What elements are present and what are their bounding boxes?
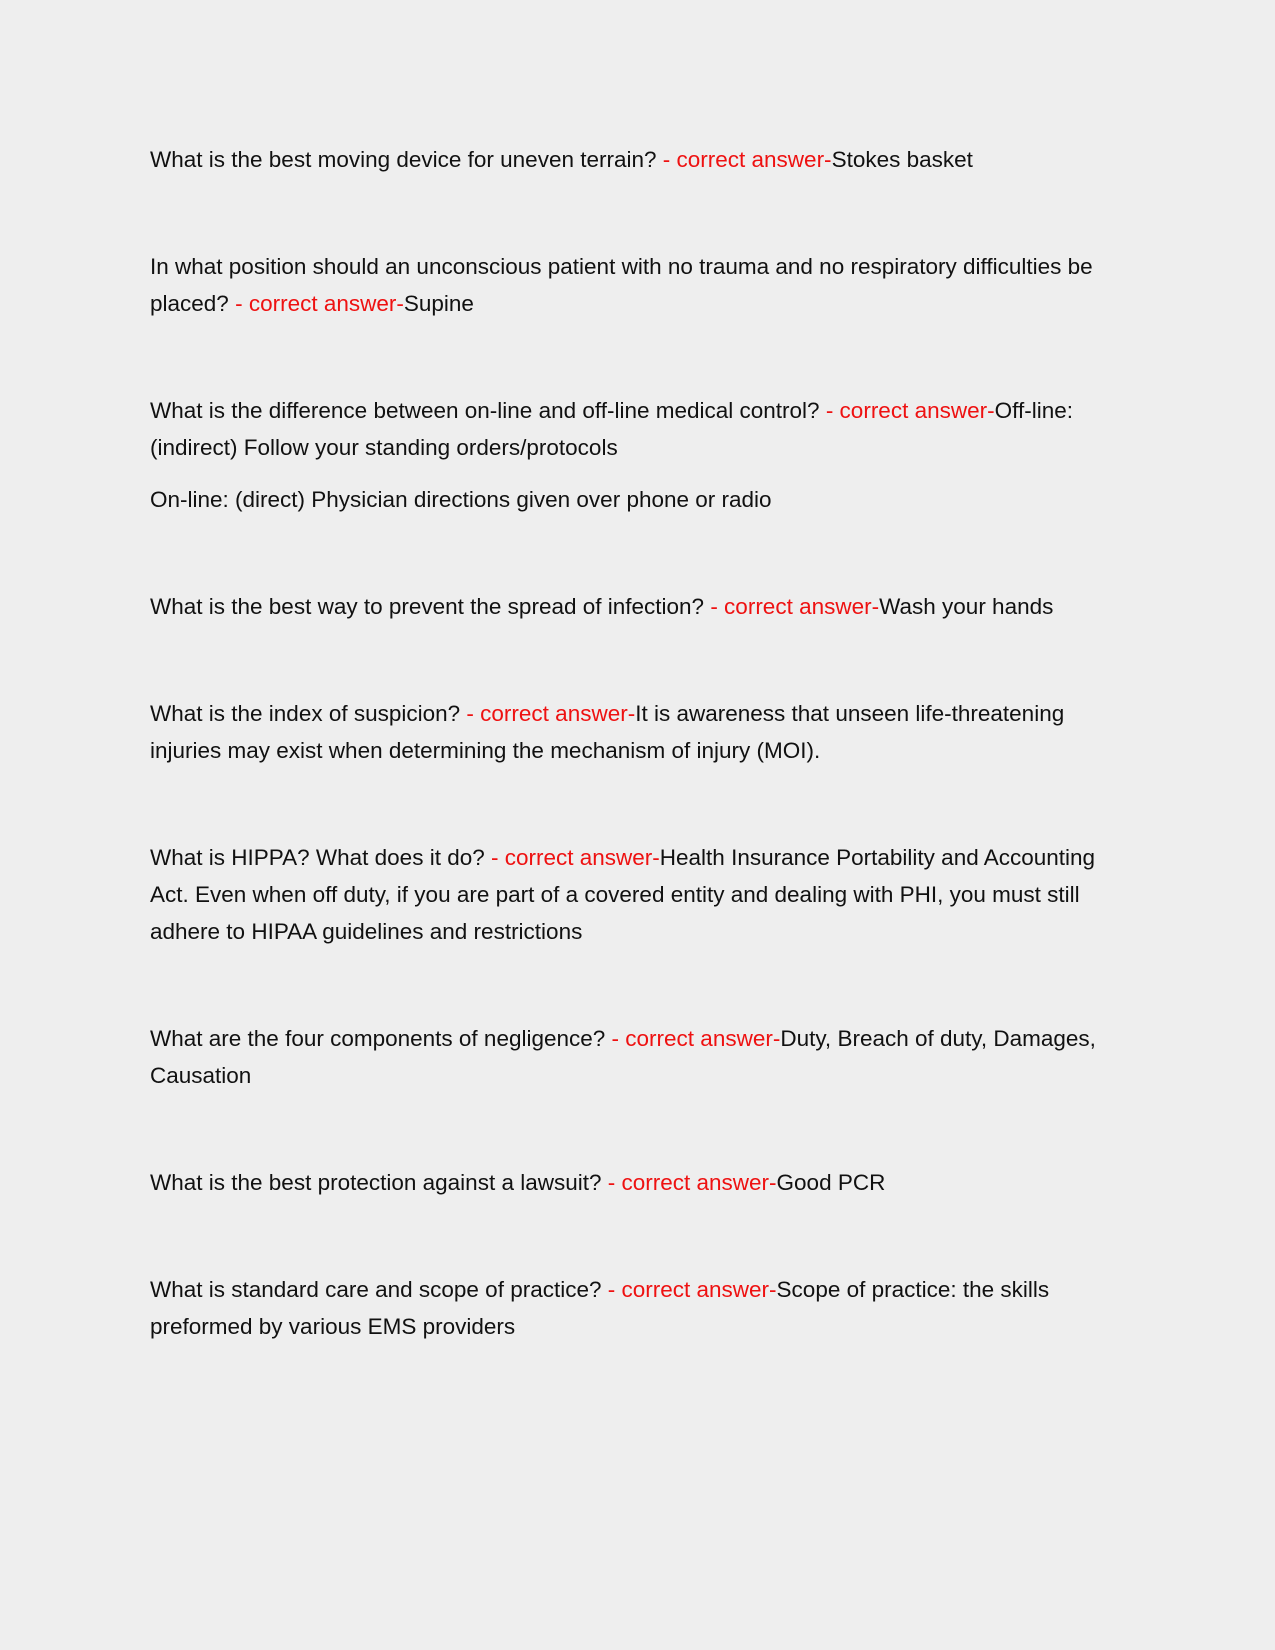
correct-answer-label: - correct answer- <box>484 845 660 870</box>
answer-text: Off-line: (indirect) Follow your standing orders/protocols <box>150 398 1073 460</box>
question-text: What is the difference between on-line and off-line medical control? <box>150 398 820 423</box>
answer-text: Health Insurance Portability and Accounting Act. Even when off duty, if you are part of a covered entity and dealing with PHI, you must still adhere to HIPAA guidelines and restrictions <box>150 845 1096 944</box>
qa-paragraph <box>150 1020 1130 1094</box>
answer-text: Supine <box>403 291 474 316</box>
qa-paragraph <box>150 695 1130 769</box>
qa-item <box>150 695 1130 769</box>
answer-continuation: On-line: (direct) Physician directions given over phone or radio <box>150 487 772 512</box>
answer-text: Stokes basket <box>831 147 973 172</box>
question-text: What is the index of suspicion? <box>150 701 461 726</box>
answer-text: Scope of practice: the skills preformed by various EMS providers <box>150 1277 1050 1339</box>
answer-text: It is awareness that unseen life-threatening injuries may exist when determining the mechanism of injury (MOI). <box>150 701 1065 763</box>
correct-answer-label: - correct answer- <box>601 1170 777 1195</box>
qa-item <box>150 839 1130 950</box>
answer-text: Wash your hands <box>879 594 1054 619</box>
document-body <box>150 141 1130 1415</box>
qa-item <box>150 248 1130 322</box>
qa-paragraph <box>150 1271 1130 1345</box>
correct-answer-label: - correct answer- <box>704 594 880 619</box>
qa-paragraph <box>150 839 1130 950</box>
qa-item <box>150 141 1130 178</box>
answer-text: Good PCR <box>776 1170 886 1195</box>
correct-answer-label: - correct answer- <box>460 701 636 726</box>
question-text: In what position should an unconscious patient with no trauma and no respiratory difficulties be placed? <box>150 254 1093 316</box>
qa-item <box>150 392 1130 518</box>
correct-answer-label: - correct answer- <box>656 147 832 172</box>
correct-answer-label: - correct answer- <box>819 398 995 423</box>
question-text: What is the best way to prevent the spread of infection? <box>150 594 705 619</box>
question-text: What are the four components of negligence? <box>150 1026 606 1051</box>
correct-answer-label: - correct answer- <box>228 291 404 316</box>
question-text: What is standard care and scope of practice? <box>150 1277 602 1302</box>
qa-paragraph <box>150 141 1130 178</box>
qa-paragraph <box>150 248 1130 322</box>
qa-paragraph <box>150 1164 1130 1201</box>
answer-text: Duty, Breach of duty, Damages, Causation <box>150 1026 1096 1088</box>
correct-answer-label: - correct answer- <box>605 1026 781 1051</box>
qa-item <box>150 1020 1130 1094</box>
question-text: What is HIPPA? What does it do? <box>150 845 485 870</box>
qa-item <box>150 588 1130 625</box>
qa-paragraph <box>150 392 1130 466</box>
question-text: What is the best protection against a lawsuit? <box>150 1170 602 1195</box>
qa-item <box>150 1271 1130 1345</box>
question-text: What is the best moving device for uneven terrain? <box>150 147 657 172</box>
qa-paragraph <box>150 588 1130 625</box>
qa-item <box>150 1164 1130 1201</box>
correct-answer-label: - correct answer- <box>601 1277 777 1302</box>
